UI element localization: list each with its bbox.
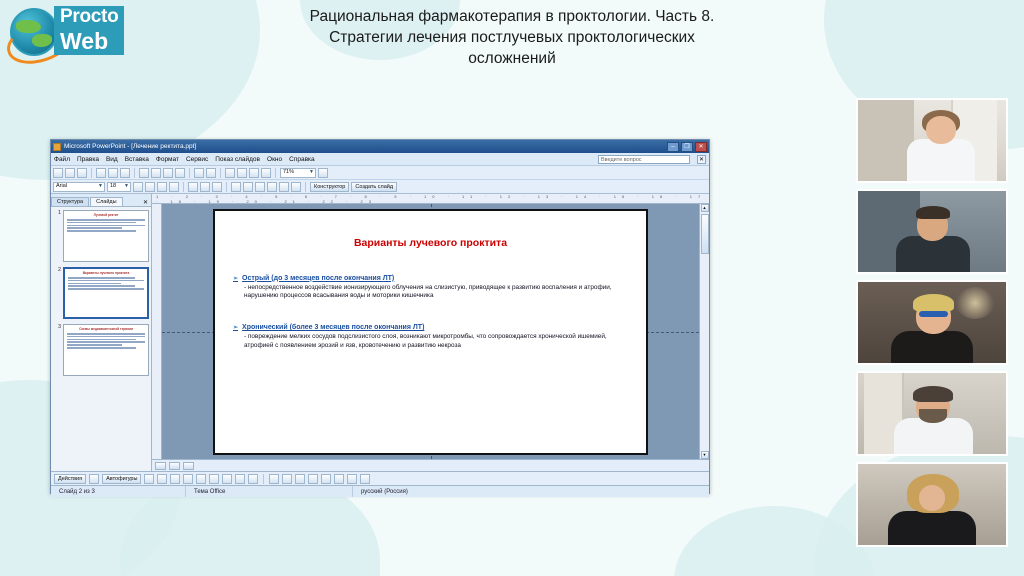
video-person-body [888,511,977,545]
page-title-line-3: осложнений [468,50,556,67]
slide-number: 2 [57,267,61,273]
new-slide-button[interactable]: Создать слайд [351,182,397,192]
list-item[interactable] [53,267,149,319]
thumbnail-line [67,225,145,227]
thumbnail-title: Лучевой ректит [93,213,119,217]
formatting-toolbar[interactable] [51,180,709,194]
slide-sorter-view-button[interactable] [169,462,180,470]
horizontal-ruler: 1 · 2 · 3 · 4 · 5 · 6 · 7 · 8 · 9 · 10 · 11 · 12 · 13 · 14 · 15 · 16 · 17 · 18 · 19 · 20 · 21 · 22 · 23 [152,194,709,204]
diagram-icon[interactable] [222,474,232,484]
undo-icon[interactable] [194,168,204,178]
video-person-body [896,236,970,272]
textbox-icon[interactable] [196,474,206,484]
insert-chart-icon[interactable] [237,168,247,178]
thumbnail-line [68,277,135,279]
redo-icon[interactable] [206,168,216,178]
bullet-body-1: - непосредственное воздействие ионизирующего облучения на слизистую, приводящее к развитию воспаления и атрофии, нарушению процессов всасывания воды и моторики кишечника [244,283,612,299]
rectangle-icon[interactable] [170,474,180,484]
toolbar-separator [91,168,92,178]
page-title [220,6,804,69]
print-icon[interactable] [96,168,106,178]
video-person-hair [916,206,950,219]
line-icon[interactable] [144,474,154,484]
help-icon[interactable] [318,168,328,178]
thumbnail-title: Варианты лучевого проктита [82,271,130,275]
thumbnail-line [67,227,122,229]
3d-style-icon[interactable] [360,474,370,484]
maximize-button[interactable]: ❐ [681,142,693,152]
slide-thumbnail-selected[interactable] [63,267,149,319]
scroll-up-button[interactable]: ▲ [701,204,709,212]
ask-question-input[interactable]: Введите вопрос [598,155,690,164]
close-button[interactable]: ✕ [695,142,707,152]
select-objects-icon[interactable] [89,474,99,484]
font-name-combo[interactable] [53,182,105,192]
bullet-heading-text-2: Хронический (более 3 месяцев после окончания ЛТ) [242,324,425,332]
thumbnail-line [67,341,145,343]
increase-font-icon[interactable] [255,182,265,192]
autoshapes-button[interactable]: Автофигуры [102,474,141,484]
toolbar-separator [226,182,227,192]
bullet-body-2: - повреждение мелких сосудов подслизистого слоя, возникают микротромбы, что сопровождается хронической ишемией, атрофией с появлением эрозий и язв, кровотечению и развитию некроза [244,333,607,349]
open-icon[interactable] [65,168,75,178]
slide-bullet-block-2[interactable] [233,324,628,350]
slide-bullet-block-1[interactable] [233,275,628,301]
line-style-icon[interactable] [308,474,318,484]
oval-icon[interactable] [183,474,193,484]
participant-tile-2[interactable] [856,189,1008,274]
demote-icon[interactable] [291,182,301,192]
shadow-icon[interactable] [169,182,179,192]
zoom-value: 71% [283,169,295,175]
italic-icon[interactable] [145,182,155,192]
video-person-head [919,485,946,511]
participant-tile-3[interactable] [856,280,1008,365]
thumbnail-line [67,344,122,346]
promote-icon[interactable] [279,182,289,192]
slide-thumbnail[interactable] [63,324,149,376]
thumbnail-line [67,219,145,221]
slide-number: 3 [57,324,61,330]
normal-view-button[interactable] [155,462,166,470]
menu-bar[interactable] [51,153,709,166]
current-slide[interactable] [213,209,648,455]
chevron-down-icon[interactable]: ▼ [98,183,103,189]
slide-number: 1 [57,210,61,216]
drawing-toolbar[interactable] [51,471,709,485]
vertical-ruler [152,204,162,459]
wordart-icon[interactable] [209,474,219,484]
brand-word-1: Procto [54,6,124,28]
bulleted-list-icon[interactable] [243,182,253,192]
arrow-icon[interactable] [157,474,167,484]
workspace [51,194,709,471]
video-person-hair [913,386,953,402]
video-person-body [894,418,974,454]
video-person-body [907,139,975,181]
slide-thumbnail-list[interactable] [51,207,151,471]
clipart-icon[interactable] [235,474,245,484]
video-wall [858,100,914,181]
dash-style-icon[interactable] [321,474,331,484]
menu-item-insert[interactable]: Вставка [124,155,149,163]
save-icon[interactable] [77,168,87,178]
theme-name: Тема Office [186,486,353,497]
thumbnail-line [67,339,136,341]
view-buttons-bar[interactable] [152,459,709,471]
slide-panel[interactable] [51,194,152,471]
line-color-icon[interactable] [282,474,292,484]
slide-panel-tabs[interactable] [51,194,151,207]
participant-grid [856,98,1008,547]
arrow-bullet-icon: ➢ [233,275,239,282]
thumbnail-line [68,285,135,287]
language-indicator: русский (Россия) [361,488,408,495]
decrease-font-icon[interactable] [267,182,277,192]
slide-stage[interactable] [162,204,699,459]
slideshow-view-button[interactable] [183,462,194,470]
slide-thumbnail[interactable] [63,210,149,262]
font-color-icon[interactable] [295,474,305,484]
toolbar-separator [189,168,190,178]
menu-item-help[interactable]: Справка [289,155,315,163]
thumbnail-line [67,222,136,224]
video-person-glasses [919,311,949,317]
thumbnail-line [68,288,144,290]
tab-slides[interactable]: Слайды [90,197,122,206]
list-item[interactable] [53,324,149,376]
align-right-icon[interactable] [212,182,222,192]
show-formatting-icon[interactable] [261,168,271,178]
spellcheck-icon[interactable] [120,168,130,178]
list-item[interactable] [53,210,149,262]
powerpoint-window[interactable] [50,139,710,494]
window-controls[interactable] [667,142,707,152]
menu-item-tools[interactable]: Сервис [185,155,209,163]
toolbar-separator [183,182,184,192]
arrow-style-icon[interactable] [334,474,344,484]
print-preview-icon[interactable] [108,168,118,178]
thumbnail-line [68,283,121,285]
standard-toolbar[interactable] [51,166,709,180]
participant-tile-5[interactable] [856,462,1008,547]
font-size-combo[interactable] [107,182,131,192]
shadow-style-icon[interactable] [347,474,357,484]
design-button[interactable]: Конструктор [310,182,349,192]
draw-menu-button[interactable]: Действия [54,474,86,484]
chevron-down-icon[interactable]: ▼ [309,169,314,175]
powerpoint-icon [53,143,61,151]
page-title-line-2: Стратегии лечения постлучевых проктологических [329,29,695,46]
vertical-scrollbar[interactable] [699,204,709,459]
thumbnail-line [67,333,145,335]
toolbar-separator [263,474,264,484]
slide-title[interactable]: Варианты лучевого проктита [353,236,508,249]
menu-item-window[interactable]: Окно [267,155,283,163]
align-left-icon[interactable] [188,182,198,192]
menu-item-file[interactable]: Файл [54,155,70,163]
insert-hyperlink-icon[interactable] [249,168,259,178]
copy-icon[interactable] [151,168,161,178]
video-person-hair [913,294,954,312]
close-icon[interactable]: ✕ [142,200,148,206]
bold-icon[interactable] [133,182,143,192]
bullet-heading-text-1: Острый (до 3 месяцев после окончания ЛТ) [242,274,395,282]
paste-icon[interactable] [163,168,173,178]
video-person-head [926,116,956,144]
underline-icon[interactable] [157,182,167,192]
bullet-heading-1 [233,275,628,282]
menu-item-view[interactable]: Вид [105,155,118,163]
menu-item-format[interactable]: Формат [155,155,179,163]
thumbnail-line [67,230,136,232]
brand-logo [8,4,123,66]
cut-icon[interactable] [139,168,149,178]
video-person-beard [919,409,947,424]
menu-item-edit[interactable]: Правка [76,155,99,163]
new-icon[interactable] [53,168,63,178]
toolbar-separator [305,182,306,192]
toolbar-separator [220,168,221,178]
thumbnail-title: Схемы медикаментозной терапии [79,327,133,331]
toolbar-separator [134,168,135,178]
participant-tile-1[interactable] [856,98,1008,183]
numbered-list-icon[interactable] [231,182,241,192]
arrow-bullet-icon: ➢ [233,325,239,332]
slide-counter: Слайд 2 из 3 [51,486,186,497]
menu-item-slideshow[interactable]: Показ слайдов [215,155,261,163]
align-center-icon[interactable] [200,182,210,192]
video-person-body [891,331,974,363]
thumbnail-line [67,336,145,338]
stage-wrapper [152,204,709,459]
participant-tile-4[interactable] [856,371,1008,456]
insert-table-icon[interactable] [225,168,235,178]
slide-editor[interactable] [152,194,709,471]
fill-color-icon[interactable] [269,474,279,484]
font-size-value: 18 [110,183,117,189]
thumbnail-line [67,347,136,349]
status-bar [51,485,709,497]
window-title: Microsoft PowerPoint - [Лечение ректита.ppt] [64,143,197,150]
close-document-icon[interactable]: ✕ [698,156,705,163]
scroll-down-button[interactable]: ▼ [701,451,709,459]
tab-outline[interactable]: Структура [51,197,89,206]
scrollbar-thumb[interactable] [701,214,709,254]
zoom-combo[interactable] [280,168,316,178]
window-titlebar [51,140,709,153]
page-title-line-1: Рациональная фармакотерапия в проктологии. Часть 8. [309,8,715,25]
format-painter-icon[interactable] [175,168,185,178]
brand-word-2: Web [54,28,124,55]
picture-icon[interactable] [248,474,258,484]
thumbnail-line [68,280,144,282]
minimize-button[interactable]: – [667,142,679,152]
chevron-down-icon[interactable]: ▼ [124,183,129,189]
bullet-heading-2 [233,324,628,331]
font-name-value: Arial [56,183,68,189]
toolbar-separator [275,168,276,178]
